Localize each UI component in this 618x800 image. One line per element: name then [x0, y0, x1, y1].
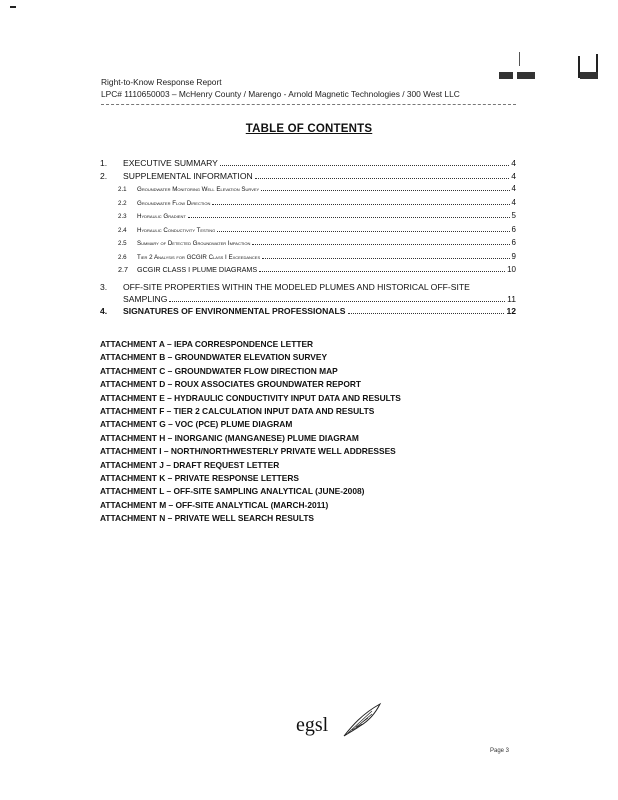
- attachment-item: ATTACHMENT N – PRIVATE WELL SEARCH RESULTS: [100, 513, 315, 524]
- report-site-reference: LPC# 1110650003 – McHenry County / Marengo - Arnold Magnetic Technologies / 300 West LLC: [101, 89, 460, 99]
- toc-entry-number: 2.1: [118, 186, 127, 193]
- toc-leader-dots: [255, 178, 510, 179]
- toc-entry-page: 6: [511, 238, 516, 247]
- toc-entry-label: Groundwater Flow Direction: [137, 199, 211, 207]
- toc-leader-dots: [348, 313, 505, 314]
- attachment-item: ATTACHMENT G – VOC (PCE) PLUME DIAGRAM: [100, 419, 293, 430]
- attachment-item: ATTACHMENT M – OFF-SITE ANALYTICAL (MARCH-2011): [100, 499, 329, 510]
- toc-entry-label: Tier 2 Analysis for GCGIR Class I Exceedances: [137, 253, 261, 261]
- toc-entry-label: GCGIR CLASS I PLUME DIAGRAMS: [137, 265, 258, 274]
- toc-entry-number: 1.: [100, 158, 108, 168]
- toc-subentry: [100, 265, 516, 279]
- scan-artifact-mark: [519, 52, 520, 66]
- toc-leader-dots: [188, 217, 510, 218]
- toc-subentry: [100, 211, 516, 225]
- toc-leader-dots: [252, 244, 509, 245]
- toc-entry-wrapped: [100, 281, 516, 306]
- toc-entry: [100, 158, 516, 171]
- toc-entry-number: 2.5: [118, 240, 127, 247]
- toc-leader-dots: [169, 301, 505, 302]
- company-logo: [292, 702, 382, 742]
- toc-entry-page: 4: [511, 197, 516, 207]
- toc-leader-dots: [212, 204, 509, 205]
- toc-subentry: [100, 225, 516, 239]
- toc-entry-number: 4.: [100, 305, 108, 316]
- attachment-item: ATTACHMENT E – HYDRAULIC CONDUCTIVITY INPUT DATA AND RESULTS: [100, 392, 401, 403]
- toc-entry-page: 4: [511, 171, 516, 181]
- attachment-item: ATTACHMENT F – TIER 2 CALCULATION INPUT DATA AND RESULTS: [100, 405, 375, 416]
- toc-subentry: [100, 198, 516, 212]
- toc-entry-page: 10: [507, 265, 516, 274]
- toc-entry-label: SUPPLEMENTAL INFORMATION: [123, 171, 253, 181]
- attachment-item: ATTACHMENT I – NORTH/NORTHWESTERLY PRIVATE WELL ADDRESSES: [100, 446, 396, 457]
- toc-entry-label: EXECUTIVE SUMMARY: [123, 158, 218, 168]
- attachment-item: ATTACHMENT J – DRAFT REQUEST LETTER: [100, 459, 280, 470]
- logo-wordmark: egsl: [296, 714, 329, 736]
- toc-leader-dots: [217, 231, 509, 232]
- toc-entry-number: 2.6: [118, 253, 127, 261]
- toc-entry-label: Groundwater Monitoring Well Elevation Survey: [137, 186, 260, 193]
- toc-entry-page: 4: [511, 158, 516, 168]
- toc-entry-page: 12: [506, 305, 516, 316]
- toc-entry-label-continued: SAMPLING: [123, 293, 168, 304]
- toc-entry-number: 3.: [100, 281, 108, 292]
- attachment-item: ATTACHMENT C – GROUNDWATER FLOW DIRECTION MAP: [100, 365, 338, 376]
- toc-entry-page: 5: [511, 211, 516, 220]
- toc-entry: [100, 306, 516, 319]
- toc-entry-number: 2.3: [118, 213, 127, 220]
- toc-leader-dots: [262, 258, 509, 259]
- toc-entry-page: 6: [511, 224, 516, 234]
- report-type: Right-to-Know Response Report: [101, 77, 222, 87]
- toc-entry-page: 4: [511, 184, 516, 193]
- toc-entry-number: 2.: [100, 171, 108, 181]
- attachment-item: ATTACHMENT H – INORGANIC (MANGANESE) PLUME DIAGRAM: [100, 432, 359, 443]
- toc-entry-page: 11: [507, 293, 516, 304]
- attachment-item: ATTACHMENT K – PRIVATE RESPONSE LETTERS: [100, 472, 299, 483]
- toc-entry-page: 9: [511, 251, 516, 261]
- toc-entry-label: Hydraulic Conductivity Testing: [137, 226, 216, 234]
- toc-subentry: [100, 252, 516, 266]
- toc-entry-label: Hydraulic Gradient: [137, 213, 186, 220]
- toc-entry: [100, 171, 516, 184]
- toc-leader-dots: [261, 190, 509, 191]
- attachment-item: ATTACHMENT A – IEPA CORRESPONDENCE LETTER: [100, 339, 314, 349]
- toc-subentry: [100, 184, 516, 198]
- table-of-contents: [100, 158, 516, 319]
- toc-entry-label: OFF-SITE PROPERTIES WITHIN THE MODELED PLUMES AND HISTORICAL OFF-SITE: [123, 281, 470, 292]
- toc-entry-number: 2.4: [118, 226, 127, 234]
- page-number: Page 3: [490, 748, 510, 754]
- toc-entry-number: 2.7: [118, 265, 128, 274]
- toc-subentry: [100, 238, 516, 252]
- toc-entry-label: Summary of Detected Groundwater Impaction: [137, 240, 251, 247]
- header-divider: [101, 104, 516, 105]
- attachment-item: ATTACHMENT D – ROUX ASSOCIATES GROUNDWATER REPORT: [100, 379, 362, 390]
- toc-entry-label: SIGNATURES OF ENVIRONMENTAL PROFESSIONALS: [123, 305, 346, 316]
- scan-artifact-mark: [10, 6, 16, 8]
- toc-entry-number: 2.2: [118, 199, 127, 207]
- feather-icon: [342, 702, 382, 738]
- toc-leader-dots: [259, 271, 505, 272]
- header-logo-mark: [580, 72, 598, 79]
- report-header: [101, 76, 521, 100]
- attachment-item: ATTACHMENT B – GROUNDWATER ELEVATION SURVEY: [100, 352, 328, 363]
- attachment-list: [100, 339, 460, 526]
- toc-leader-dots: [220, 165, 509, 166]
- attachment-item: ATTACHMENT L – OFF-SITE SAMPLING ANALYTICAL (JUNE-2008): [100, 486, 365, 497]
- toc-heading: TABLE OF CONTENTS: [245, 123, 373, 135]
